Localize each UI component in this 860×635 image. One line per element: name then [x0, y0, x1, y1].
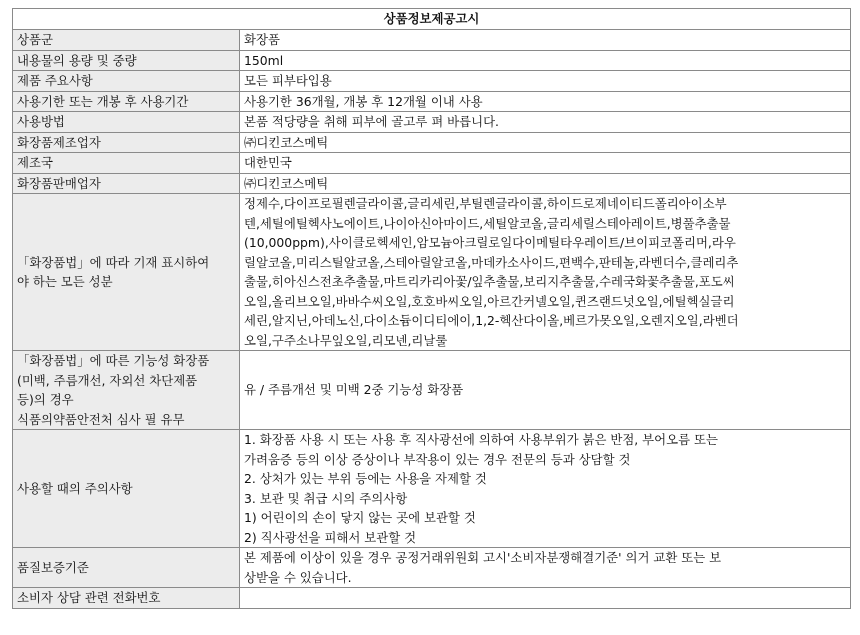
- row-label-line: 상품군: [17, 32, 53, 47]
- row-value-line: 정제수,다이프로필렌글라이콜,글리세린,부틸렌글라이콜,하이드로제네이티드폴리아이소부: [244, 196, 727, 211]
- row-value: [240, 30, 851, 51]
- row-value-line: 2. 상처가 있는 부위 등에는 사용을 자제할 것: [244, 471, 487, 486]
- row-label-line: 품질보증기준: [17, 559, 89, 575]
- row-label-line: 「화장품법」에 따라 기재 표시하여: [17, 254, 210, 270]
- table-row: [13, 194, 851, 351]
- row-value: [240, 132, 851, 153]
- row-label: [13, 112, 240, 133]
- row-value: [240, 91, 851, 112]
- row-value: [240, 194, 851, 351]
- row-label-line: 식품의약품안전처 심사 필 유무: [17, 411, 185, 427]
- row-value-line: 본 제품에 이상이 있을 경우 공정거래위원회 고시'소비자분쟁해결기준' 의거 교환 또는 보: [244, 550, 722, 565]
- row-label-line: 사용할 때의 주의사항: [17, 480, 133, 496]
- row-label: [13, 91, 240, 112]
- row-value-line: 1. 화장품 사용 시 또는 사용 후 직사광선에 의하여 사용부위가 붉은 반점, 부어오름 또는: [244, 432, 718, 447]
- table-title: 상품정보제공고시: [13, 9, 851, 30]
- row-value-line: ㈜디킨코스메틱: [244, 175, 329, 191]
- row-label-line: 사용기한 또는 개봉 후 사용기간: [17, 93, 189, 109]
- row-value: [240, 548, 851, 588]
- row-value-line: 세린,알지닌,아데노신,다이소듐이디티에이,1,2-헥산다이올,베르가못오일,오렌지오일,라벤더: [244, 313, 739, 328]
- row-label: [13, 194, 240, 351]
- row-label-line: 화장품제조업자: [17, 134, 101, 150]
- row-label: [13, 173, 240, 194]
- row-value: [240, 112, 851, 133]
- row-label-line: 「화장품법」에 따른 기능성 화장품: [17, 353, 210, 368]
- row-value-line: 오일,올리브오일,바바수씨오일,호호바씨오일,아르간커넬오일,퀸즈랜드넛오일,에틸헥실글리: [244, 293, 735, 309]
- row-value: [240, 173, 851, 194]
- row-label: [13, 50, 240, 71]
- table-row: [13, 30, 851, 51]
- row-label-line: 화장품판매업자: [17, 175, 101, 191]
- row-value: [240, 351, 851, 430]
- table-row: [13, 50, 851, 71]
- row-value-line: 본품 적당량을 취해 피부에 골고루 펴 바릅니다.: [244, 114, 499, 129]
- row-value-line: ㈜디킨코스메틱: [244, 134, 329, 150]
- row-label-line: 등)의 경우: [17, 392, 74, 407]
- row-label: [13, 153, 240, 174]
- row-label: [13, 430, 240, 548]
- row-value-line: 1) 어린이의 손이 닿지 않는 곳에 보관할 것: [244, 510, 476, 525]
- row-value-line: 150ml: [244, 52, 284, 68]
- row-value-line: 모든 피부타입용: [244, 73, 332, 88]
- table-row: [13, 71, 851, 92]
- table-row: [13, 112, 851, 133]
- row-label-line: 야 하는 모든 성분: [17, 274, 113, 289]
- row-value-line: 가려움증 등의 이상 증상이나 부작용이 있는 경우 전문의 등과 상담할 것: [244, 451, 631, 467]
- table-header-row: [13, 9, 851, 30]
- row-value-line: 출물,히아신스전초추출물,마트리카리아꽃/잎추출물,보리지추출물,수레국화꽃추출물,포도씨: [244, 274, 735, 289]
- table-row: [13, 351, 851, 430]
- row-label: [13, 588, 240, 609]
- table-row: [13, 173, 851, 194]
- row-value-line: 대한민국: [244, 155, 292, 170]
- row-value: [240, 71, 851, 92]
- row-value: [240, 430, 851, 548]
- row-value-line: 3. 보관 및 취급 시의 주의사항: [244, 490, 408, 506]
- row-value-line: 릴알코올,미리스틸알코올,스테아릴알코올,마데카소사이드,편백수,판테놀,라벤더수,클레리추: [244, 254, 739, 270]
- table-row: [13, 132, 851, 153]
- row-label-line: (미백, 주름개선, 자외선 차단제품: [17, 372, 198, 388]
- row-value-line: (10,000ppm),사이클로헥세인,암모늄아크릴로일다이메틸타우레이트/브이피코폴리머,라우: [244, 235, 736, 250]
- row-label: [13, 71, 240, 92]
- row-value: [240, 50, 851, 71]
- row-value-line: 상받을 수 있습니다.: [244, 569, 352, 585]
- row-label: [13, 548, 240, 588]
- row-label: [13, 132, 240, 153]
- row-value-line: 2) 직사광선을 피해서 보관할 것: [244, 529, 417, 545]
- table-row: [13, 91, 851, 112]
- row-label: [13, 351, 240, 430]
- table-row: [13, 548, 851, 588]
- row-label-line: 소비자 상담 관련 전화번호: [17, 590, 161, 605]
- row-value: [240, 588, 851, 609]
- row-value-line: 텐,세틸에틸헥사노에이트,나이아신아마이드,세틸알코올,글리세릴스테아레이트,병풀추출물: [244, 215, 731, 231]
- table-row: [13, 588, 851, 609]
- table-row: [13, 430, 851, 548]
- row-value-line: 오일,구주소나무잎오일,리모넨,리날룰: [244, 332, 448, 348]
- product-info-notice-table: [12, 8, 851, 609]
- row-label-line: 제조국: [17, 155, 53, 170]
- row-label-line: 제품 주요사항: [17, 73, 93, 88]
- row-label-line: 사용방법: [17, 114, 65, 129]
- row-label: [13, 30, 240, 51]
- table-row: [13, 153, 851, 174]
- row-value-line: 유 / 주름개선 및 미백 2중 기능성 화장품: [244, 382, 464, 398]
- row-label-line: 내용물의 용량 및 중량: [17, 52, 137, 68]
- row-value: [240, 153, 851, 174]
- row-value-line: 사용기한 36개월, 개봉 후 12개월 이내 사용: [244, 93, 483, 109]
- row-value-line: 화장품: [244, 32, 280, 47]
